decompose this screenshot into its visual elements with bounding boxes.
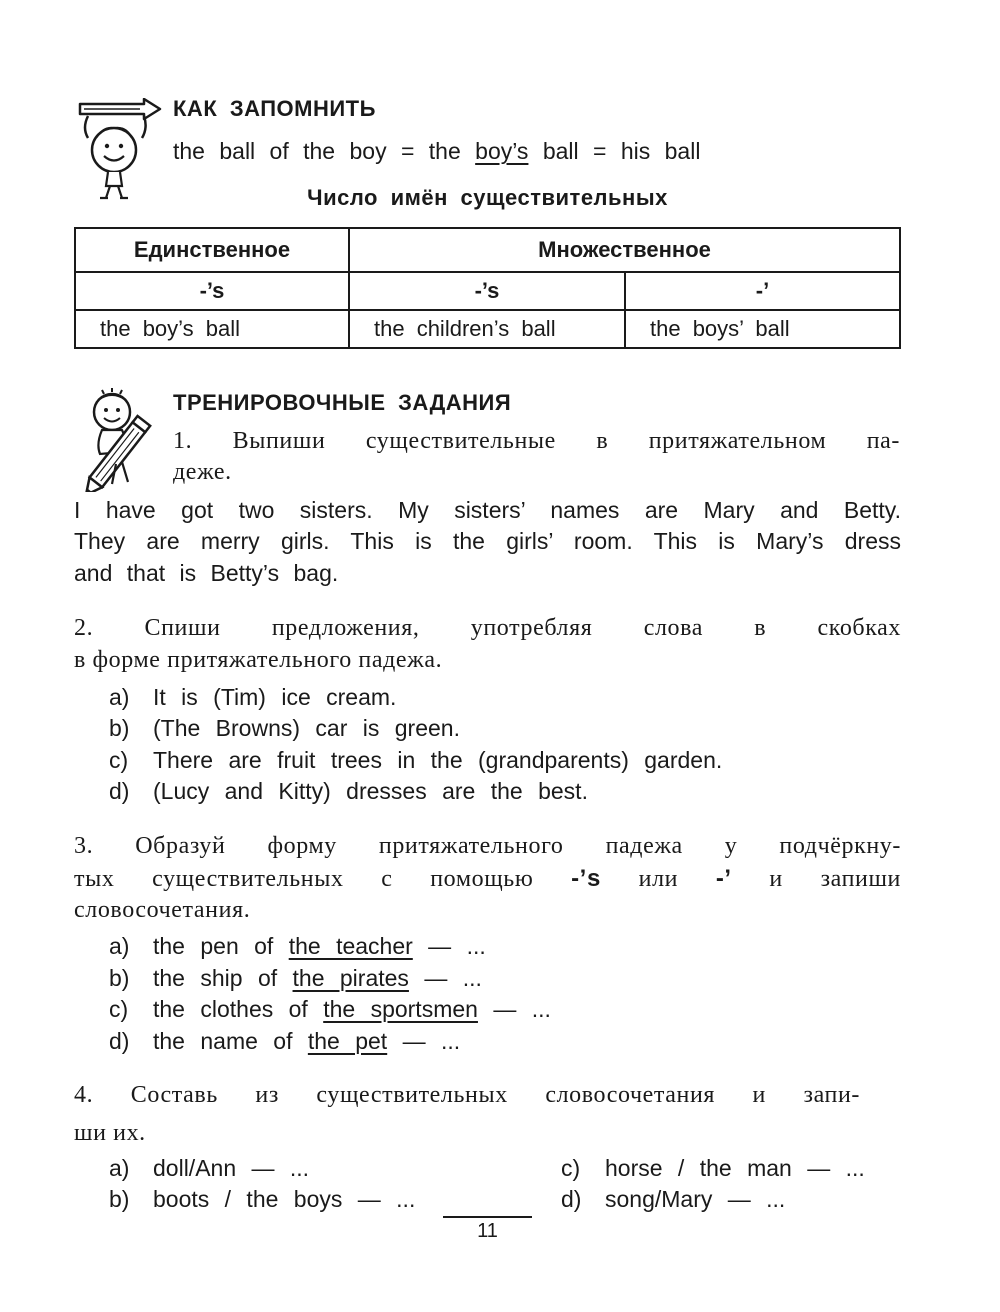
noun-number-table <box>74 227 901 349</box>
item-label: d) <box>109 1028 130 1054</box>
remember-heading: КАК ЗАПОМНИТЬ <box>173 96 376 121</box>
underlined-noun: the teacher <box>288 933 413 959</box>
task-3-item <box>109 965 482 992</box>
task-4-instruction-cont: ши их. <box>74 1120 146 1146</box>
task-2-item <box>109 715 460 742</box>
item-label: d) <box>561 1186 582 1212</box>
rule-underlined-word: boy’s <box>475 138 529 164</box>
item-pre: the name of <box>153 1028 308 1054</box>
task-3-instruction: 3. Образуй форму притяжательного падежа у подчёркну- <box>74 833 901 859</box>
item-text: doll/Ann — ... <box>153 1155 310 1181</box>
rule-part-3: ball = his ball <box>528 138 701 164</box>
item-label: c) <box>109 747 129 773</box>
training-heading: ТРЕНИРОВОЧНЫЕ ЗАДАНИЯ <box>173 390 512 415</box>
underlined-noun: the pirates <box>292 965 409 991</box>
possessive-rule <box>173 138 700 165</box>
task-3-item <box>109 1028 460 1055</box>
underlined-noun: the pet <box>307 1028 388 1054</box>
task-4-instruction: 4. Составь из существительных словосочетания и запи- <box>74 1082 860 1108</box>
task-1-text-line: They are merry girls. This is the girls’ room. This is Mary’s dress <box>74 528 901 554</box>
item-label: b) <box>109 1186 130 1212</box>
task-1-instruction: 1. Выпиши существительные в притяжательном па- <box>173 428 900 454</box>
task-4-item <box>109 1186 415 1213</box>
example-cell: the boys’ ball <box>625 310 900 348</box>
rule-part-1: the ball of the boy = the <box>173 138 476 164</box>
suffix-apostrophe: -’ <box>715 865 732 892</box>
task-2-item <box>109 747 722 774</box>
suffix-cell: -’s <box>75 272 349 310</box>
item-pre: the clothes of <box>153 996 324 1022</box>
task-2-item <box>109 684 396 711</box>
item-label: a) <box>109 933 130 959</box>
task-1-text-line: and that is Betty’s bag. <box>74 560 339 586</box>
task-4-item <box>561 1186 785 1213</box>
item-pre: the pen of <box>153 933 289 959</box>
item-label: c) <box>561 1155 581 1181</box>
suffix-cell: -’ <box>625 272 900 310</box>
item-text: There are fruit trees in the (grandparents) garden. <box>153 747 723 773</box>
item-post: — ... <box>477 996 551 1022</box>
page-number: 11 <box>477 1220 498 1242</box>
item-text: horse / the man — ... <box>605 1155 865 1181</box>
task-2-instruction-cont: в форме притяжательного падежа. <box>74 647 443 673</box>
header-plural: Множественное <box>349 228 900 272</box>
item-label: a) <box>109 1155 130 1181</box>
table-title: Число имён существительных <box>307 185 668 210</box>
footer-rule <box>443 1216 532 1218</box>
suffix-cell: -’s <box>349 272 625 310</box>
underlined-noun: the sportsmen <box>323 996 478 1022</box>
task-1-text-line: I have got two sisters. My sisters’ names are Mary and Betty. <box>74 497 901 523</box>
task-4-item <box>109 1155 309 1182</box>
item-text: boots / the boys — ... <box>153 1186 416 1212</box>
suffix-s: -’s <box>571 865 601 892</box>
task-2-item <box>109 778 588 805</box>
example-cell: the children’s ball <box>349 310 625 348</box>
item-label: c) <box>109 996 129 1022</box>
item-post: — ... <box>387 1028 461 1054</box>
item-text: (The Browns) car is green. <box>153 715 460 741</box>
instr-part: и запиши <box>731 866 901 892</box>
item-post: — ... <box>412 933 486 959</box>
task-3-item <box>109 933 486 960</box>
instr-part: тых существительных с помощью <box>74 866 572 892</box>
boy-with-pencil-illustration <box>76 388 160 492</box>
example-cell: the boy’s ball <box>75 310 349 348</box>
item-text: song/Mary — ... <box>605 1186 786 1212</box>
item-label: b) <box>109 715 130 741</box>
task-3-instruction-cont <box>74 865 901 893</box>
item-post: — ... <box>408 965 482 991</box>
item-pre: the ship of <box>153 965 293 991</box>
header-singular: Единственное <box>75 228 349 272</box>
task-1-instruction-cont: деже. <box>173 459 232 485</box>
task-3-item <box>109 996 551 1023</box>
instr-part: или <box>600 866 716 892</box>
item-label: a) <box>109 684 130 710</box>
item-label: d) <box>109 778 130 804</box>
item-text: (Lucy and Kitty) dresses are the best. <box>153 778 588 804</box>
task-3-instruction-end: словосочетания. <box>74 897 251 923</box>
item-text: It is (Tim) ice cream. <box>153 684 397 710</box>
item-label: b) <box>109 965 130 991</box>
task-4-item <box>561 1155 865 1182</box>
task-2-instruction: 2. Спиши предложения, употребляя слова в скобках <box>74 615 901 641</box>
